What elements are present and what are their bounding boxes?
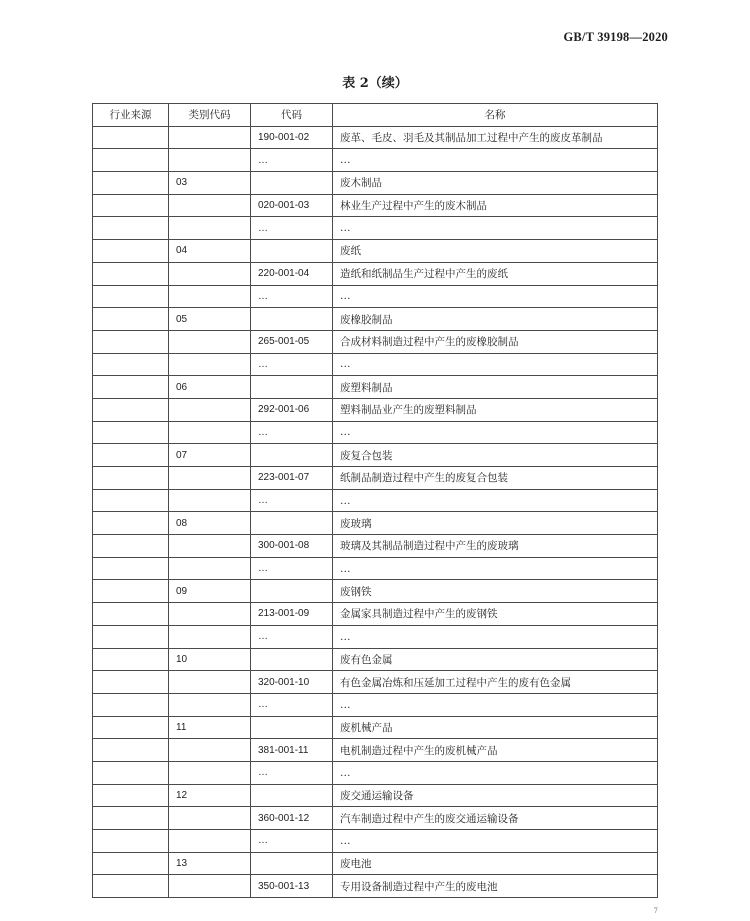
table-row xyxy=(93,535,658,558)
table-row xyxy=(93,330,658,353)
page-number: 7 xyxy=(653,907,658,915)
code-cell xyxy=(251,512,333,535)
name-cell: … xyxy=(333,761,658,784)
name-cell: 合成材料制造过程中产生的废橡胶制品 xyxy=(333,330,658,353)
industry-source-cell xyxy=(93,489,169,512)
name-cell: 废电池 xyxy=(333,852,658,875)
code-cell xyxy=(251,580,333,603)
category-code-cell xyxy=(169,535,251,558)
code-cell xyxy=(251,852,333,875)
code-cell: … xyxy=(251,625,333,648)
category-code-cell xyxy=(169,398,251,421)
industry-source-cell xyxy=(93,739,169,762)
table-row xyxy=(93,852,658,875)
name-cell: 电机制造过程中产生的废机械产品 xyxy=(333,739,658,762)
table-row xyxy=(93,875,658,898)
table-row xyxy=(93,580,658,603)
category-code-cell: 10 xyxy=(169,648,251,671)
name-cell: 废有色金属 xyxy=(333,648,658,671)
category-code-cell xyxy=(169,262,251,285)
code-cell: 223-001-07 xyxy=(251,467,333,490)
industry-source-cell xyxy=(93,353,169,376)
category-code-cell xyxy=(169,830,251,853)
table-row xyxy=(93,398,658,421)
industry-source-cell xyxy=(93,557,169,580)
table-row xyxy=(93,376,658,399)
category-code-cell xyxy=(169,126,251,149)
table-row xyxy=(93,693,658,716)
name-cell: … xyxy=(333,217,658,240)
table-row xyxy=(93,716,658,739)
code-cell xyxy=(251,648,333,671)
industry-source-cell xyxy=(93,784,169,807)
code-cell: … xyxy=(251,830,333,853)
column-header-name: 名称 xyxy=(333,104,658,127)
category-code-cell: 07 xyxy=(169,444,251,467)
name-cell: 玻璃及其制品制造过程中产生的废玻璃 xyxy=(333,535,658,558)
category-code-cell xyxy=(169,671,251,694)
table-title: 表 2（续） xyxy=(342,76,408,91)
table-header-row xyxy=(93,104,658,127)
code-cell: 350-001-13 xyxy=(251,875,333,898)
category-code-cell xyxy=(169,875,251,898)
code-cell: … xyxy=(251,217,333,240)
code-cell: … xyxy=(251,421,333,444)
table-row xyxy=(93,262,658,285)
industry-source-cell xyxy=(93,852,169,875)
industry-source-cell xyxy=(93,330,169,353)
column-header-code: 代码 xyxy=(251,104,333,127)
category-code-cell: 03 xyxy=(169,172,251,195)
table-row xyxy=(93,444,658,467)
table-row xyxy=(93,603,658,626)
industry-source-cell xyxy=(93,761,169,784)
name-cell: 有色金属冶炼和压延加工过程中产生的废有色金属 xyxy=(333,671,658,694)
industry-source-cell xyxy=(93,376,169,399)
name-cell: 废革、毛皮、羽毛及其制品加工过程中产生的废皮革制品 xyxy=(333,126,658,149)
code-cell: … xyxy=(251,353,333,376)
code-cell xyxy=(251,376,333,399)
table-row xyxy=(93,194,658,217)
column-header-category-code: 类别代码 xyxy=(169,104,251,127)
code-cell: 292-001-06 xyxy=(251,398,333,421)
code-cell: 190-001-02 xyxy=(251,126,333,149)
category-code-cell: 09 xyxy=(169,580,251,603)
name-cell: … xyxy=(333,353,658,376)
name-cell: 金属家具制造过程中产生的废钢铁 xyxy=(333,603,658,626)
category-code-cell: 06 xyxy=(169,376,251,399)
category-code-cell xyxy=(169,421,251,444)
name-cell: 废橡胶制品 xyxy=(333,308,658,331)
name-cell: 汽车制造过程中产生的废交通运输设备 xyxy=(333,807,658,830)
category-code-cell: 04 xyxy=(169,240,251,263)
name-cell: … xyxy=(333,557,658,580)
table-row xyxy=(93,126,658,149)
name-cell: 废复合包装 xyxy=(333,444,658,467)
category-code-cell: 08 xyxy=(169,512,251,535)
category-code-cell: 05 xyxy=(169,308,251,331)
category-code-cell xyxy=(169,194,251,217)
column-header-industry-source: 行业来源 xyxy=(93,104,169,127)
code-cell: … xyxy=(251,489,333,512)
table-row xyxy=(93,648,658,671)
table-row xyxy=(93,217,658,240)
table-row xyxy=(93,172,658,195)
industry-source-cell xyxy=(93,172,169,195)
code-cell: … xyxy=(251,761,333,784)
category-code-cell xyxy=(169,603,251,626)
industry-source-cell xyxy=(93,512,169,535)
table-row xyxy=(93,149,658,172)
name-cell: 造纸和纸制品生产过程中产生的废纸 xyxy=(333,262,658,285)
category-code-cell xyxy=(169,489,251,512)
category-code-cell xyxy=(169,625,251,648)
category-code-cell xyxy=(169,217,251,240)
code-cell: … xyxy=(251,693,333,716)
table-row xyxy=(93,557,658,580)
category-code-cell xyxy=(169,739,251,762)
table-row xyxy=(93,784,658,807)
code-cell: 020-001-03 xyxy=(251,194,333,217)
industry-source-cell xyxy=(93,693,169,716)
table-row xyxy=(93,240,658,263)
category-code-cell xyxy=(169,149,251,172)
code-cell: 265-001-05 xyxy=(251,330,333,353)
name-cell: 废机械产品 xyxy=(333,716,658,739)
table-row xyxy=(93,830,658,853)
industry-source-cell xyxy=(93,603,169,626)
table-row xyxy=(93,489,658,512)
industry-source-cell xyxy=(93,648,169,671)
industry-source-cell xyxy=(93,467,169,490)
code-cell: 220-001-04 xyxy=(251,262,333,285)
table-row xyxy=(93,739,658,762)
code-cell: … xyxy=(251,285,333,308)
name-cell: … xyxy=(333,625,658,648)
code-cell xyxy=(251,784,333,807)
industry-source-cell xyxy=(93,671,169,694)
industry-source-cell xyxy=(93,421,169,444)
code-cell: 360-001-12 xyxy=(251,807,333,830)
industry-source-cell xyxy=(93,308,169,331)
code-cell xyxy=(251,240,333,263)
code-cell xyxy=(251,444,333,467)
name-cell: … xyxy=(333,489,658,512)
table-row xyxy=(93,761,658,784)
name-cell: … xyxy=(333,149,658,172)
category-code-cell: 11 xyxy=(169,716,251,739)
code-cell: 300-001-08 xyxy=(251,535,333,558)
code-cell: 320-001-10 xyxy=(251,671,333,694)
table-row xyxy=(93,353,658,376)
name-cell: 纸制品制造过程中产生的废复合包装 xyxy=(333,467,658,490)
category-code-cell xyxy=(169,557,251,580)
standard-code: GB/T 39198—2020 xyxy=(563,30,668,44)
table-row xyxy=(93,308,658,331)
table-row xyxy=(93,467,658,490)
table-row xyxy=(93,807,658,830)
name-cell: 废钢铁 xyxy=(333,580,658,603)
industry-source-cell xyxy=(93,444,169,467)
category-code-cell: 12 xyxy=(169,784,251,807)
code-cell: … xyxy=(251,149,333,172)
category-code-cell xyxy=(169,467,251,490)
table-row xyxy=(93,625,658,648)
code-cell xyxy=(251,172,333,195)
category-code-cell xyxy=(169,330,251,353)
name-cell: 林业生产过程中产生的废木制品 xyxy=(333,194,658,217)
name-cell: 专用设备制造过程中产生的废电池 xyxy=(333,875,658,898)
industry-source-cell xyxy=(93,398,169,421)
industry-source-cell xyxy=(93,807,169,830)
name-cell: 废木制品 xyxy=(333,172,658,195)
industry-source-cell xyxy=(93,126,169,149)
category-code-cell: 13 xyxy=(169,852,251,875)
industry-source-cell xyxy=(93,285,169,308)
code-cell: … xyxy=(251,557,333,580)
industry-source-cell xyxy=(93,217,169,240)
industry-source-cell xyxy=(93,875,169,898)
code-cell: 213-001-09 xyxy=(251,603,333,626)
category-code-cell xyxy=(169,693,251,716)
category-code-cell xyxy=(169,285,251,308)
industry-source-cell xyxy=(93,580,169,603)
industry-source-cell xyxy=(93,830,169,853)
name-cell: … xyxy=(333,421,658,444)
name-cell: 塑料制品业产生的废塑料制品 xyxy=(333,398,658,421)
industry-source-cell xyxy=(93,194,169,217)
industry-source-cell xyxy=(93,625,169,648)
industry-source-cell xyxy=(93,716,169,739)
table-row xyxy=(93,512,658,535)
industry-source-cell xyxy=(93,262,169,285)
name-cell: … xyxy=(333,693,658,716)
industry-source-cell xyxy=(93,535,169,558)
category-code-cell xyxy=(169,353,251,376)
table-row xyxy=(93,421,658,444)
code-cell: 381-001-11 xyxy=(251,739,333,762)
name-cell: 废纸 xyxy=(333,240,658,263)
name-cell: 废交通运输设备 xyxy=(333,784,658,807)
name-cell: … xyxy=(333,285,658,308)
code-cell xyxy=(251,716,333,739)
table-row xyxy=(93,671,658,694)
waste-classification-table xyxy=(92,103,658,898)
industry-source-cell xyxy=(93,240,169,263)
category-code-cell xyxy=(169,761,251,784)
industry-source-cell xyxy=(93,149,169,172)
name-cell: 废塑料制品 xyxy=(333,376,658,399)
table-body xyxy=(93,126,658,897)
category-code-cell xyxy=(169,807,251,830)
code-cell xyxy=(251,308,333,331)
table-row xyxy=(93,285,658,308)
name-cell: … xyxy=(333,830,658,853)
name-cell: 废玻璃 xyxy=(333,512,658,535)
